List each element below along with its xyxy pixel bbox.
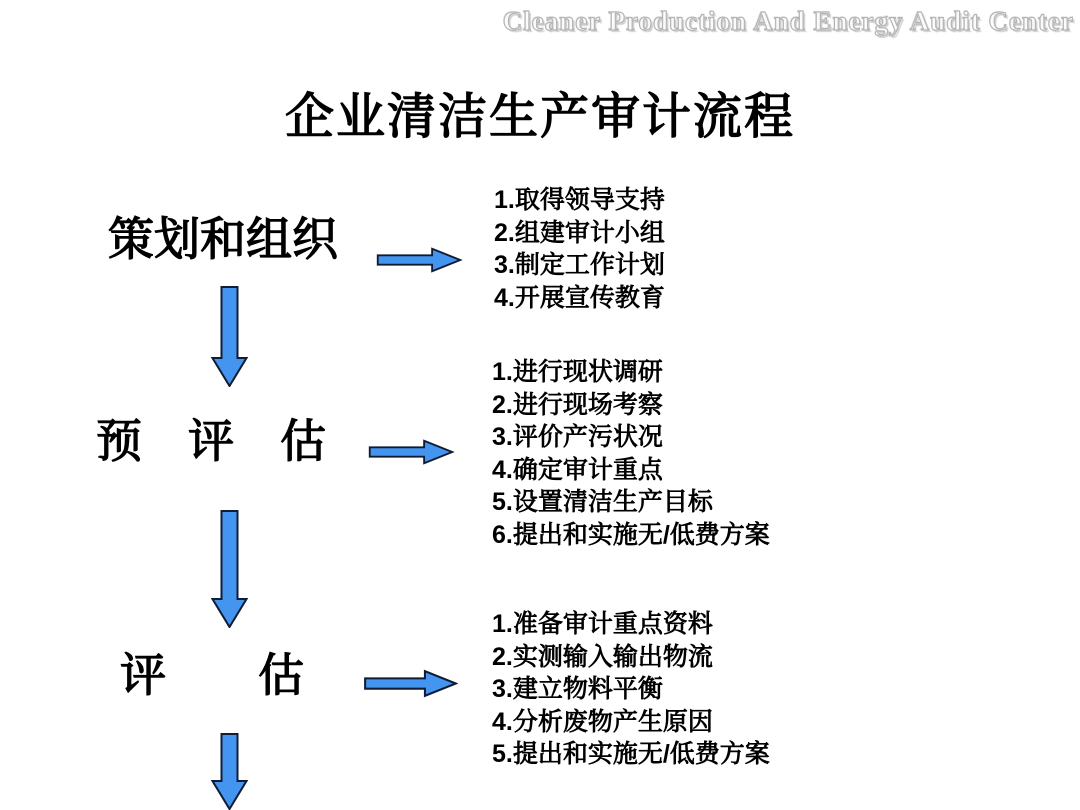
down-arrow-icon <box>211 286 248 387</box>
step-item: 5.设置清洁生产目标 <box>492 488 713 516</box>
stage-label-assessment: 评 估 <box>120 650 304 701</box>
watermark-text: Cleaner Production And Energy Audit Center <box>502 6 1074 36</box>
step-item: 3.建立物料平衡 <box>492 675 663 703</box>
step-item: 2.进行现场考察 <box>492 390 663 419</box>
step-item: 2.组建审计小组 <box>494 218 665 247</box>
page-title: 企业清洁生产审计流程 <box>284 89 795 144</box>
step-item: 1.准备审计重点资料 <box>492 610 713 638</box>
right-arrow-icon <box>366 437 456 467</box>
step-item: 1.进行现状调研 <box>492 358 663 386</box>
steps-list-pre-assessment <box>492 356 770 551</box>
down-arrow-icon <box>211 510 248 628</box>
step-item: 2.实测输入输出物流 <box>492 642 713 671</box>
steps-list-planning <box>494 184 665 314</box>
step-item: 4.开展宣传教育 <box>494 283 665 312</box>
steps-list-assessment <box>492 608 770 771</box>
down-arrow-icon <box>211 733 248 810</box>
stage-label-planning-organization: 策划和组织 <box>108 214 338 265</box>
step-item: 3.评价产污状况 <box>492 423 663 451</box>
step-item: 4.分析废物产生原因 <box>492 707 713 736</box>
step-item: 1.取得领导支持 <box>494 186 665 214</box>
step-item: 4.确定审计重点 <box>492 455 663 484</box>
step-item: 6.提出和实施无/低费方案 <box>492 520 770 549</box>
right-arrow-icon <box>374 245 464 275</box>
right-arrow-icon <box>363 667 458 700</box>
step-item: 5.提出和实施无/低费方案 <box>492 740 770 768</box>
stage-label-pre-assessment: 预 评 估 <box>96 416 326 467</box>
step-item: 3.制定工作计划 <box>494 251 665 279</box>
